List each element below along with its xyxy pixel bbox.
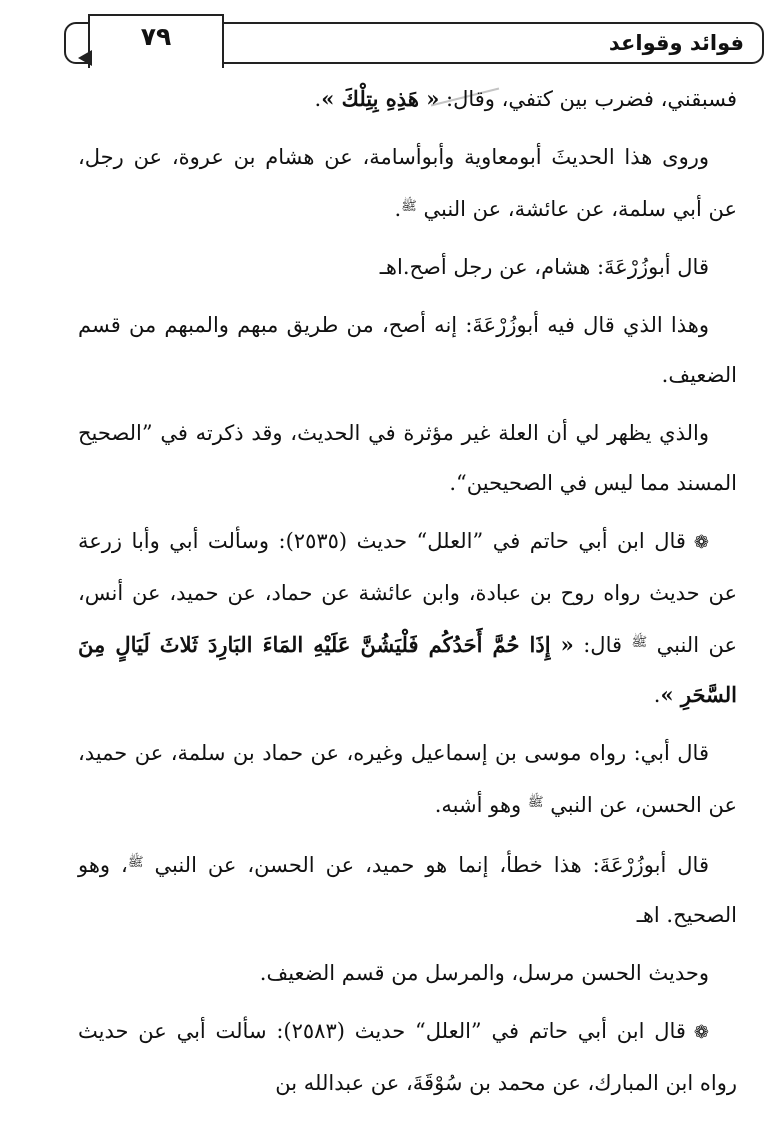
page-number-tab (88, 14, 224, 68)
paragraph-1 (78, 74, 737, 124)
page-body (78, 74, 737, 1116)
paragraph-10 (78, 1006, 737, 1108)
paragraph-9 (78, 948, 737, 998)
tab-pointer-icon (78, 50, 92, 66)
paragraph-text: والذي يظهر لي أن العلة غير مؤثرة في الحديث، وقد ذكرته في ”الصحيح المسند مما ليس في الصحيحين“. (78, 421, 737, 495)
paragraph-text: قال ابن أبي حاتم في ”العلل“ حديث (٢٥٣٥): وسألت أبي وأبا زرعة عن حديث رواه روح بن عبادة، وابن عائشة عن حماد، عن حميد، عن أنس، عن النبي (78, 529, 737, 657)
paragraph-suffix: وهو أشبه. (434, 793, 528, 817)
paragraph-text: وروى هذا الحديثَ أبومعاوية وأبوأسامة، عن هشام بن عروة، عن رجل، عن أبي سلمة، عن عائشة، عن النبي (78, 145, 737, 221)
running-header (64, 22, 764, 64)
paragraph-text: وهذا الذي قال فيه أبوزُرْعَةَ: إنه أصح، من طريق مبهم والمبهم من قسم الضعيف. (78, 313, 737, 387)
paragraph-4 (78, 300, 737, 400)
paragraph-suffix: . (314, 87, 322, 111)
paragraph-6 (78, 516, 737, 720)
salutation-glyph: ﷺ (401, 199, 417, 214)
paragraph-8 (78, 838, 737, 940)
flower-bullet-icon: ❁ (693, 532, 709, 553)
paragraph-text: قال ابن أبي حاتم في ”العلل“ حديث (٢٥٨٣): سألت أبي عن حديث رواه ابن المبارك، عن محمد بن سُوْقَةَ، عن عبدالله بن (78, 1019, 737, 1095)
paragraph-text: وحديث الحسن مرسل، والمرسل من قسم الضعيف. (259, 961, 709, 985)
paragraph-text-2: قال: (573, 633, 632, 657)
paragraph-text: قال أبوزُرْعَةَ: هشام، عن رجل أصح.اهـ (379, 255, 709, 279)
paragraph-text: قال أبوزُرْعَةَ: هذا خطأ، إنما هو حميد، عن الحسن، عن النبي (143, 853, 709, 877)
paragraph-suffix: . (653, 683, 661, 707)
book-title: فوائد وقواعد (608, 31, 744, 55)
salutation-glyph: ﷺ (631, 635, 648, 650)
paragraph-suffix: . (394, 197, 402, 221)
salutation-glyph: ﷺ (527, 795, 544, 810)
paragraph-3 (78, 242, 737, 292)
paragraph-2 (78, 132, 737, 234)
paragraph-text: فسبقني، فضرب بين كتفي، وقال: (439, 87, 737, 111)
page-number: ٧٩ (140, 22, 172, 51)
salutation-glyph: ﷺ (127, 855, 144, 870)
hadith-quote: « هَذِهِ بِتِلْكَ » (321, 86, 440, 111)
paragraph-suffix: ، وهو الصحيح. اهـ (78, 853, 737, 927)
paragraph-5 (78, 408, 737, 508)
hadith-quote: « إِذَا حُمَّ أَحَدُكُم فَلْيَشُنَّ عَلَيْهِ المَاءَ البَارِدَ ثَلاثَ لَيَالٍ مِنَ السَّحَرِ » (78, 632, 737, 707)
paragraph-text: قال أبي: رواه موسى بن إسماعيل وغيره، عن حماد بن سلمة، عن حميد، عن الحسن، عن النبي (78, 741, 737, 817)
flower-bullet-icon: ❁ (693, 1022, 709, 1043)
paragraph-7 (78, 728, 737, 830)
